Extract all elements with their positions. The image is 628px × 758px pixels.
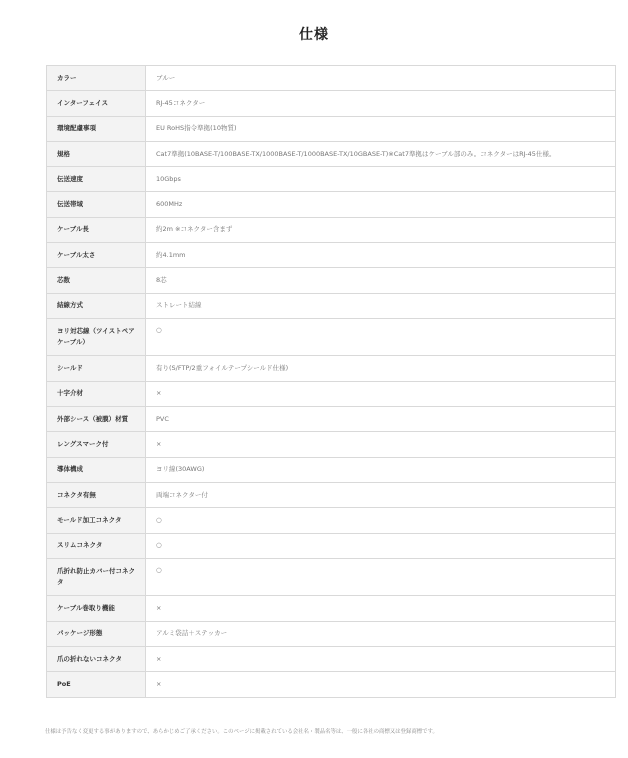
spec-label: 爪折れ防止カバー付コネクタ xyxy=(47,558,146,596)
spec-row xyxy=(47,646,616,671)
spec-row xyxy=(47,217,616,242)
spec-row xyxy=(47,116,616,141)
spec-value: ○ xyxy=(146,508,616,533)
spec-label: シールド xyxy=(47,356,146,381)
spec-label: インターフェイス xyxy=(47,91,146,116)
spec-label: ヨリ対芯線（ツイストペアケーブル） xyxy=(47,318,146,356)
spec-row xyxy=(47,192,616,217)
spec-row xyxy=(47,293,616,318)
spec-label: 環境配慮事項 xyxy=(47,116,146,141)
spec-label: 外部シース（被膜）材質 xyxy=(47,407,146,432)
spec-row xyxy=(47,91,616,116)
spec-table xyxy=(46,65,616,698)
spec-row xyxy=(47,558,616,596)
spec-row xyxy=(47,672,616,697)
spec-value: × xyxy=(146,596,616,621)
spec-row xyxy=(47,621,616,646)
spec-value: ヨリ線(30AWG) xyxy=(146,457,616,482)
page-title: 仕様 xyxy=(299,27,329,43)
spec-label: パッケージ形態 xyxy=(47,621,146,646)
spec-value: × xyxy=(146,381,616,406)
spec-value: RJ-45コネクター xyxy=(146,91,616,116)
spec-label: 導体構成 xyxy=(47,457,146,482)
spec-label: ケーブル太さ xyxy=(47,243,146,268)
spec-row xyxy=(47,457,616,482)
spec-label: 十字介材 xyxy=(47,381,146,406)
spec-label: 結線方式 xyxy=(47,293,146,318)
spec-row xyxy=(47,318,616,356)
spec-label: 伝送速度 xyxy=(47,167,146,192)
spec-label: モールド加工コネクタ xyxy=(47,508,146,533)
spec-row xyxy=(47,407,616,432)
spec-value: 10Gbps xyxy=(146,167,616,192)
spec-label: ケーブル巻取り機能 xyxy=(47,596,146,621)
spec-row xyxy=(47,268,616,293)
spec-label: スリムコネクタ xyxy=(47,533,146,558)
spec-row xyxy=(47,533,616,558)
spec-value: ストレート結線 xyxy=(146,293,616,318)
spec-label: カラー xyxy=(47,66,146,91)
spec-value: 600MHz xyxy=(146,192,616,217)
spec-label: レングスマーク付 xyxy=(47,432,146,457)
spec-label: PoE xyxy=(47,672,146,697)
footnote: 仕様は予告なく変更する事がありますので、あらかじめご了承ください。このページに掲載されている会社名・製品名等は、一般に各社の商標又は登録商標です。 xyxy=(45,729,438,735)
spec-label: 芯数 xyxy=(47,268,146,293)
spec-row xyxy=(47,381,616,406)
spec-value: 約4.1mm xyxy=(146,243,616,268)
spec-value: Cat7準拠(10BASE-T/100BASE-TX/1000BASE-T/1000BASE-TX/10GBASE-T)※Cat7準拠はケーブル部のみ。コネクターはRJ-45仕様。 xyxy=(146,141,616,166)
spec-label: コネクタ有無 xyxy=(47,482,146,507)
spec-value: 約2m ※コネクター含まず xyxy=(146,217,616,242)
spec-label: 規格 xyxy=(47,141,146,166)
spec-value: × xyxy=(146,672,616,697)
spec-row xyxy=(47,356,616,381)
spec-row xyxy=(47,482,616,507)
spec-value: EU RoHS指令準拠(10物質) xyxy=(146,116,616,141)
spec-value: 両端コネクター付 xyxy=(146,482,616,507)
spec-value: アルミ袋詰＋ステッカー xyxy=(146,621,616,646)
spec-label: ケーブル長 xyxy=(47,217,146,242)
spec-row xyxy=(47,141,616,166)
spec-value: ○ xyxy=(146,318,616,356)
spec-value: ○ xyxy=(146,558,616,596)
spec-value: ブルー xyxy=(146,66,616,91)
spec-label: 伝送帯域 xyxy=(47,192,146,217)
spec-row xyxy=(47,432,616,457)
spec-value: 8芯 xyxy=(146,268,616,293)
spec-row xyxy=(47,596,616,621)
spec-row xyxy=(47,66,616,91)
spec-row xyxy=(47,167,616,192)
spec-row xyxy=(47,508,616,533)
spec-value: × xyxy=(146,646,616,671)
spec-row xyxy=(47,243,616,268)
spec-value: PVC xyxy=(146,407,616,432)
spec-value: ○ xyxy=(146,533,616,558)
spec-value: × xyxy=(146,432,616,457)
spec-label: 爪の折れないコネクタ xyxy=(47,646,146,671)
spec-value: 有り(S/FTP/2重フォイルテープシールド仕様) xyxy=(146,356,616,381)
